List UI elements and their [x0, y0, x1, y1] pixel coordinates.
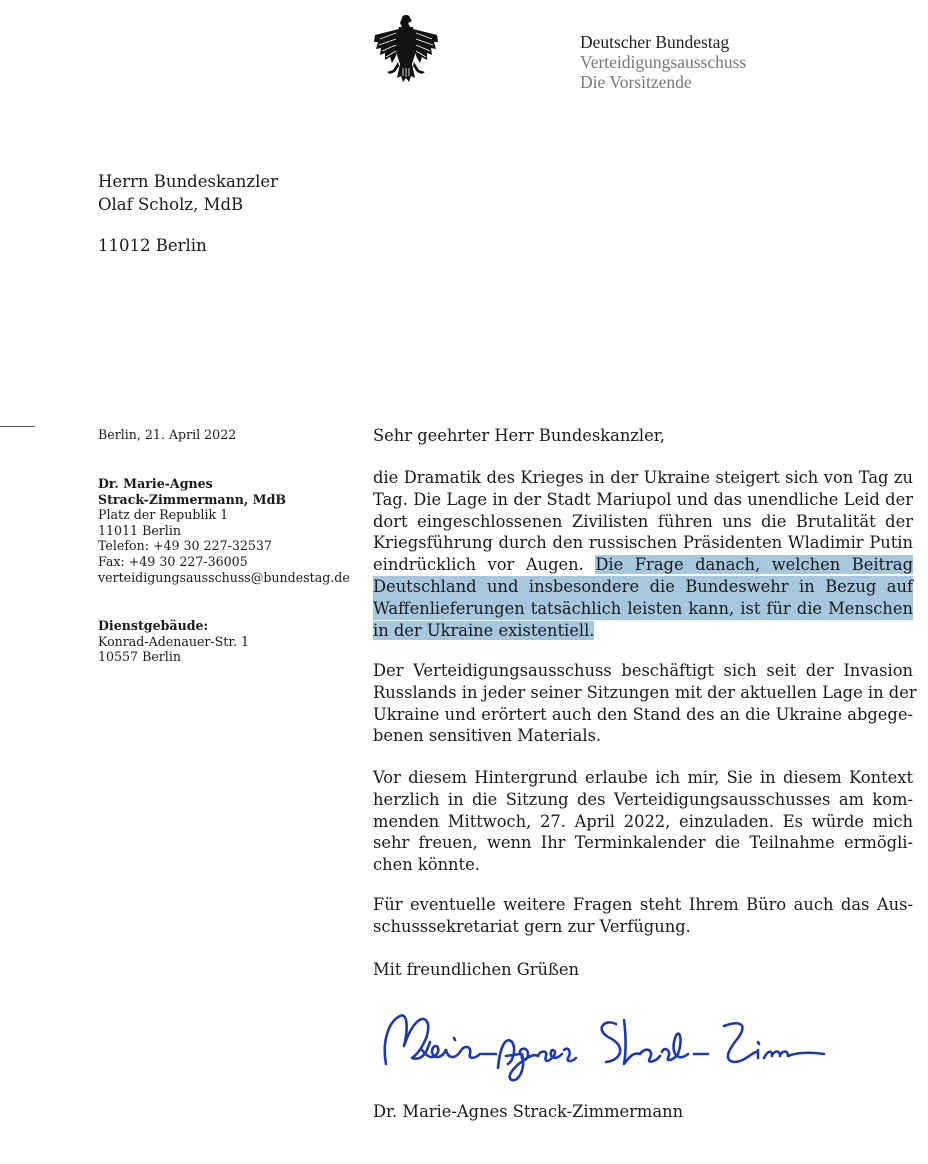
signature-name: Dr. Marie-Agnes Strack-Zimmermann [373, 1102, 684, 1121]
p2-line-last: benen sensitiven Materials. [373, 726, 602, 746]
paragraph-2 [373, 660, 917, 747]
sender-city: 11011 Berlin [98, 522, 181, 538]
highlighted-text: Die Frage danach, welchen Beitrag [595, 555, 914, 575]
p1-line: dort eingeschlossenen Zivilisten führen uns die Brutalität der [373, 511, 913, 531]
highlighted-line: Deutschland und insbesondere die Bundeswehr in Bezug auf [373, 576, 913, 596]
sender-phone: Telefon: +49 30 227-32537 [98, 538, 272, 554]
p2-line: Der Verteidigungsausschuss beschäftigt sich seit der Invasion [373, 661, 913, 680]
p2-line: Ukraine und erörtert auch den Stand des an die Ukraine abgege- [373, 704, 913, 724]
paragraph-1 [373, 467, 913, 641]
p3-line: menden Mittwoch, 27. April 2022, einzuladen. Es würde mich [373, 811, 913, 831]
sender-street: Platz der Republik 1 [98, 507, 229, 523]
header-committee: Verteidigungsausschuss [580, 52, 747, 72]
letter-date: Berlin, 21. April 2022 [98, 427, 237, 442]
p3-line: Vor diesem Hintergrund erlaube ich mir, Sie in diesem Kontext [373, 768, 913, 787]
building-street: Konrad-Adenauer-Str. 1 [98, 633, 250, 649]
sender-name-1: Dr. Marie-Agnes [98, 476, 213, 491]
sender-fax: Fax: +49 30 227-36005 [98, 553, 248, 569]
recipient-city: 11012 Berlin [98, 236, 207, 255]
p1-line: Tag. Die Lage in der Stadt Mariupol und das unendliche Leid der [373, 489, 913, 509]
p3-line-last: chen könnte. [373, 855, 480, 875]
p1-line: die Dramatik des Krieges in der Ukraine steigert sich von Tag zu [373, 468, 913, 487]
fold-mark [0, 426, 35, 427]
recipient-line2: Olaf Scholz, MdB [98, 195, 244, 214]
p1-line: Kriegsführung durch den russischen Präsidenten Wladimir Putin [373, 533, 913, 553]
p1-line-5 [373, 554, 913, 576]
building-label: Dienstgebäude: [98, 618, 209, 633]
p4-line-last: schusssekretariat gern zur Verfügung. [373, 916, 691, 936]
header-role: Die Vorsitzende [580, 72, 692, 92]
p4-line: Für eventuelle weitere Fragen steht Ihrem Büro auch das Aus- [373, 895, 913, 914]
handwritten-signature [378, 1002, 828, 1087]
highlighted-line: Waffenlieferungen tatsächlich leisten kann, ist für die Menschen [373, 598, 913, 618]
p3-line: sehr freuen, wenn Ihr Terminkalender die Teilnahme ermögli- [373, 833, 913, 853]
sender-email: verteidigungsausschuss@bundestag.de [98, 569, 350, 585]
sender-block [98, 476, 368, 585]
closing: Mit freundlichen Grüßen [373, 960, 580, 979]
building-city: 10557 Berlin [98, 649, 181, 665]
paragraph-4 [373, 894, 913, 938]
building-block [98, 618, 368, 665]
sender-name-2: Strack-Zimmermann, MdB [98, 491, 287, 507]
recipient-line1: Herrn Bundeskanzler [98, 172, 279, 191]
salutation: Sehr geehrter Herr Bundeskanzler, [373, 426, 665, 445]
p2-line: Russlands in jeder seiner Sitzungen mit der aktuellen Lage in der [373, 682, 917, 702]
paragraph-3 [373, 767, 913, 876]
p3-line: herzlich in die Sitzung des Verteidigungsausschusses am kom- [373, 789, 913, 809]
p1-line-5-plain: eindrücklich vor Augen. [373, 555, 596, 575]
header-org: Deutscher Bundestag [580, 32, 730, 52]
highlighted-line-last: in der Ukraine existentiell. [373, 620, 595, 640]
bundestag-eagle-logo [372, 12, 440, 90]
